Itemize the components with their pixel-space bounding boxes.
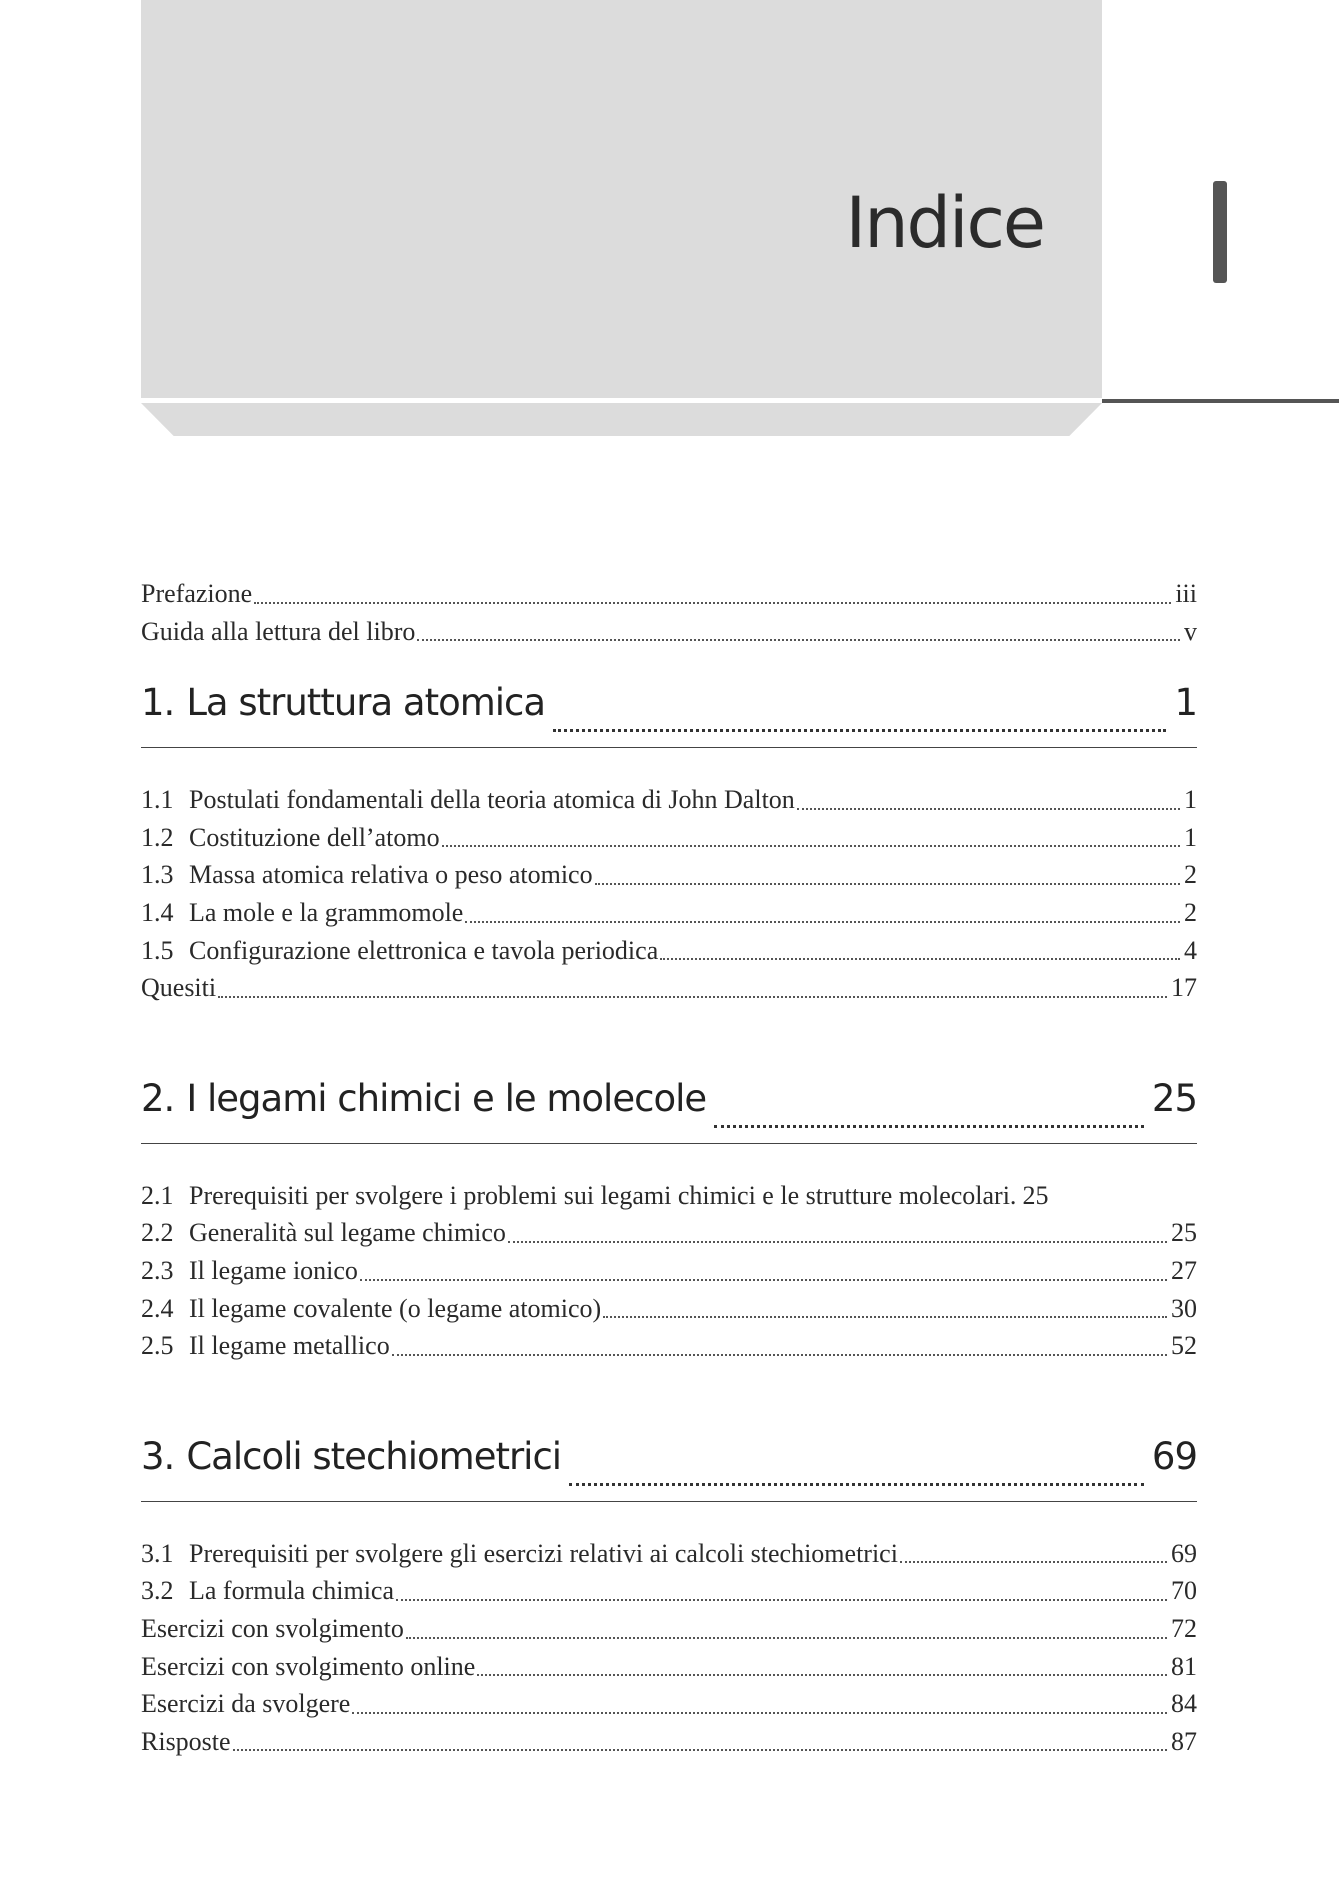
thumb-tab	[1213, 181, 1227, 283]
toc-entry[interactable]	[141, 969, 1197, 1007]
dot-leader	[465, 921, 1180, 923]
toc-entry-title: Prerequisiti per svolgere i problemi sui legami chimici e le strutture molecolari.	[189, 1180, 1017, 1210]
toc-entry-title: Esercizi con svolgimento	[141, 1613, 404, 1643]
chapter-page: 1	[1174, 681, 1197, 725]
toc-entry[interactable]	[141, 1685, 1197, 1723]
toc-entry-page: 2	[1184, 897, 1197, 927]
toc-entry[interactable]	[141, 1723, 1197, 1761]
chapter-title: Calcoli stechiometrici	[186, 1434, 562, 1478]
chapter-heading-2[interactable]	[141, 1077, 1197, 1144]
toc-entry-page: 25	[1022, 1180, 1049, 1210]
section-number: 1.3	[141, 860, 174, 890]
section-number: 2.5	[141, 1331, 174, 1361]
toc-entry-title: Quesiti	[141, 973, 217, 1003]
toc-entry-guida[interactable]	[141, 613, 1197, 651]
section-number: 1.5	[141, 935, 174, 965]
dot-leader	[569, 1483, 1144, 1486]
toc-entry-title: Il legame ionico	[189, 1255, 358, 1285]
section-number: 1.4	[141, 897, 174, 927]
dot-leader	[254, 602, 1171, 604]
dot-leader	[900, 1561, 1167, 1563]
toc-entry-title: Il legame covalente (o legame atomico)	[189, 1293, 602, 1323]
dot-leader	[442, 845, 1180, 847]
toc-entry-page: 1	[1184, 785, 1197, 815]
dot-leader	[218, 996, 1167, 998]
section-number: 2.2	[141, 1218, 174, 1248]
dot-leader	[360, 1279, 1167, 1281]
toc-entry-page: 70	[1171, 1576, 1197, 1606]
toc-entry[interactable]	[141, 1252, 1197, 1290]
toc-entry-title: Esercizi con svolgimento online	[141, 1651, 476, 1681]
section-number: 1.2	[141, 822, 174, 852]
table-of-contents	[141, 575, 1197, 1760]
toc-entry-title: Configurazione elettronica e tavola periodica	[189, 935, 659, 965]
toc-entry-title: Risposte	[141, 1726, 231, 1756]
chapter-number: 2.	[141, 1076, 175, 1120]
toc-entry-title: Costituzione dell’atomo	[189, 822, 440, 852]
dot-leader	[406, 1637, 1167, 1639]
dot-leader	[603, 1316, 1167, 1318]
chapter-title: La struttura atomica	[186, 681, 546, 725]
header-trapezoid	[141, 403, 1102, 436]
section-number: 2.3	[141, 1255, 174, 1285]
chapter-title: I legami chimici e le molecole	[186, 1076, 707, 1120]
toc-entry-title: Generalità sul legame chimico	[189, 1218, 506, 1248]
toc-entry-page: 27	[1171, 1255, 1197, 1285]
toc-entry-page: 87	[1171, 1726, 1197, 1756]
toc-entry[interactable]	[141, 819, 1197, 857]
dot-leader	[352, 1712, 1167, 1714]
toc-entry-page: 72	[1171, 1613, 1197, 1643]
section-number: 1.1	[141, 785, 174, 815]
dot-leader	[714, 1125, 1144, 1128]
toc-entry-page: 25	[1171, 1218, 1197, 1248]
toc-entry-title: Guida alla lettura del libro	[141, 616, 416, 646]
toc-entry[interactable]	[141, 932, 1197, 970]
toc-entry-page: 69	[1171, 1538, 1197, 1568]
toc-entry[interactable]	[141, 1214, 1197, 1252]
chapter-heading-1[interactable]	[141, 681, 1197, 748]
toc-entry-page: 4	[1184, 935, 1197, 965]
toc-entry[interactable]	[141, 1177, 1197, 1215]
dot-leader	[392, 1354, 1167, 1356]
dot-leader	[508, 1241, 1167, 1243]
dot-leader	[417, 639, 1180, 641]
section-number: 3.2	[141, 1576, 174, 1606]
dot-leader	[396, 1599, 1167, 1601]
toc-entry-page: 30	[1171, 1293, 1197, 1323]
toc-entry-page: 52	[1171, 1331, 1197, 1361]
toc-entry[interactable]	[141, 1327, 1197, 1365]
chapter-page: 25	[1151, 1076, 1197, 1120]
toc-entry[interactable]	[141, 1648, 1197, 1686]
toc-entry-title: Prerequisiti per svolgere gli esercizi relativi ai calcoli stechiometrici	[189, 1538, 898, 1568]
header-rule	[1102, 399, 1339, 403]
toc-entry[interactable]	[141, 1572, 1197, 1610]
chapter-number: 3.	[141, 1434, 175, 1478]
header-underline	[141, 399, 1102, 402]
toc-entry[interactable]	[141, 1535, 1197, 1573]
section-number: 2.4	[141, 1293, 174, 1323]
section-number: 2.1	[141, 1180, 174, 1210]
chapter-page: 69	[1151, 1434, 1197, 1478]
dot-leader	[797, 808, 1180, 810]
toc-entry-title: Esercizi da svolgere	[141, 1689, 351, 1719]
toc-entry-prefazione[interactable]	[141, 575, 1197, 613]
dot-leader	[660, 958, 1180, 960]
toc-entry-page: 81	[1171, 1651, 1197, 1681]
toc-entry-title: La formula chimica	[189, 1576, 395, 1606]
toc-entry-page: v	[1184, 616, 1197, 646]
toc-entry-page: 2	[1184, 860, 1197, 890]
toc-entry-title: Prefazione	[141, 579, 253, 608]
dot-leader	[477, 1674, 1167, 1676]
page-title: Indice	[845, 182, 1044, 264]
toc-entry[interactable]	[141, 856, 1197, 894]
toc-entry-title: Il legame metallico	[189, 1331, 390, 1361]
toc-entry-page: 84	[1171, 1689, 1197, 1719]
toc-entry-page: iii	[1175, 579, 1197, 608]
chapter-heading-3[interactable]	[141, 1435, 1197, 1502]
toc-entry-title: La mole e la grammomole	[189, 897, 464, 927]
toc-entry[interactable]	[141, 894, 1197, 932]
chapter-number: 1.	[141, 681, 175, 725]
toc-entry-page: 17	[1171, 973, 1197, 1003]
section-number: 3.1	[141, 1538, 174, 1568]
toc-entry[interactable]	[141, 1610, 1197, 1648]
toc-entry-title: Massa atomica relativa o peso atomico	[189, 860, 593, 890]
dot-leader	[233, 1749, 1167, 1751]
toc-entry[interactable]	[141, 781, 1197, 819]
toc-entry-title: Postulati fondamentali della teoria atomica di John Dalton	[189, 785, 795, 815]
dot-leader	[553, 729, 1166, 732]
toc-entry[interactable]	[141, 1290, 1197, 1328]
toc-entry-page: 1	[1184, 822, 1197, 852]
dot-leader	[595, 883, 1180, 885]
